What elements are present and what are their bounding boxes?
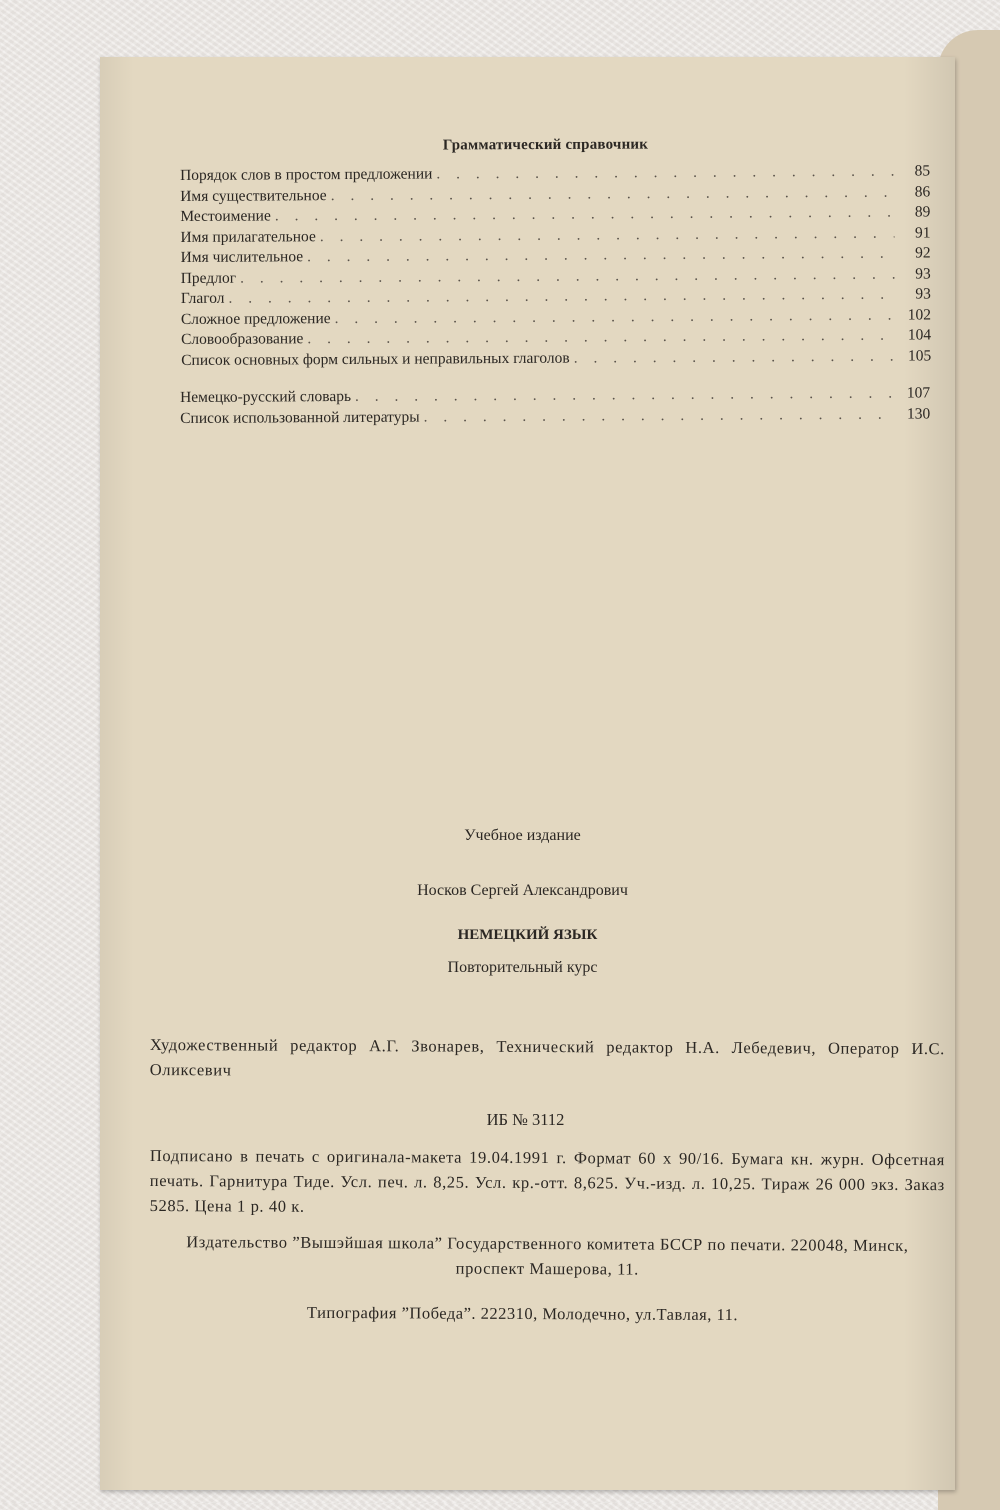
toc-entry: [180, 405, 930, 430]
toc-entry-page: 130: [906, 404, 931, 423]
book-page: [100, 57, 955, 1490]
toc-leader-dots: [240, 265, 895, 287]
toc-leader-dots: [331, 183, 895, 204]
toc-entry-page: 86: [914, 182, 931, 201]
toc-entry-page: 91: [914, 223, 931, 242]
toc-entry-label: Имя прилагательное: [180, 227, 316, 246]
printer-info: Типография ”Победа”. 222310, Молодечно, ул.Тавлая, 11.: [306, 1302, 739, 1325]
toc-entry-label: Словообразование: [181, 330, 304, 348]
toc-entry-label: Порядок слов в простом предложении: [180, 165, 433, 184]
toc-leader-dots: [574, 347, 896, 367]
editors-credits: Художественный редактор А.Г. Звонарев, Технический редактор Н.А. Лебедевич, Оператор И.С. Оликсевич: [149, 1035, 945, 1080]
toc-entry-page: 92: [914, 244, 931, 262]
toc-leader-dots: [307, 327, 895, 349]
toc-leader-dots: [275, 204, 895, 226]
toc-leader-dots: [424, 405, 895, 426]
toc-leader-dots: [307, 245, 895, 267]
toc-entry-page: 105: [907, 346, 932, 365]
toc-entry-label: Предлог: [180, 269, 237, 287]
toc-entry-label: Немецко-русский словарь: [180, 387, 352, 406]
toc-entry-page: 107: [906, 384, 931, 402]
toc-entry-label: Список использованной литературы: [180, 408, 420, 427]
ib-number: ИБ № 3112: [486, 1110, 565, 1129]
toc-entry-page: 93: [915, 285, 931, 303]
toc-entry-page: 102: [907, 305, 931, 324]
toc-entry-label: Местоимение: [180, 207, 271, 225]
edition-type: Учебное издание: [464, 827, 581, 844]
toc-entry-label: Имя существительное: [180, 186, 327, 205]
toc-entry-label: Список основных форм сильных и неправильных глаголов: [181, 349, 570, 369]
toc-entry-label: Глагол: [180, 289, 225, 307]
toc-leader-dots: [436, 163, 894, 184]
toc-extra-list: [180, 384, 930, 430]
book-title: НЕМЕЦКИЙ ЯЗЫК: [457, 927, 598, 943]
toc-leader-dots: [355, 385, 894, 406]
toc-leader-dots: [320, 224, 895, 246]
toc-entry-label: Сложное предложение: [180, 309, 331, 328]
toc-entry-page: 85: [914, 162, 931, 180]
toc-entry-page: 89: [914, 203, 931, 221]
toc-leader-dots: [335, 306, 895, 327]
toc-entry: [181, 347, 931, 372]
book-subtitle: Повторительный курс: [447, 959, 598, 976]
toc-entry-page: 104: [907, 326, 932, 344]
toc-entry-page: 93: [915, 264, 931, 283]
toc-heading: Грамматический справочник: [442, 136, 649, 154]
print-info: Подписано в печать с оригинала-макета 19.04.1991 г. Формат 60 x 90/16. Бумага кн. журн. Офсетная печать. Гарнитура Тиде. Усл. печ. л. 8,25. Усл. кр.-отт. 8,625. Уч.-изд. л. 10,25. Тираж 26 000 экз. Заказ 5285. Цена 1 р. 40 к.: [149, 1146, 945, 1216]
toc-entry-label: Имя числительное: [180, 248, 304, 266]
toc-leader-dots: [228, 286, 894, 308]
author-name: Носков Сергей Александрович: [417, 882, 628, 899]
toc-list: [180, 162, 931, 372]
publisher-info: Издательство ”Вышэйшая школа” Государственного комитета БССР по печати. 220048, Минск, проспект Машерова, 11.: [186, 1232, 909, 1279]
